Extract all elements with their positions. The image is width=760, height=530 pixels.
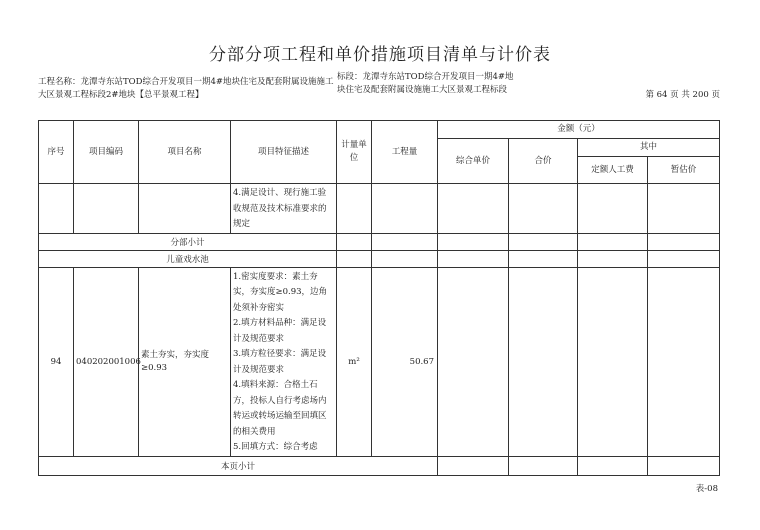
table-row [39, 233, 720, 250]
table-row [39, 456, 720, 475]
col-labor: 定额人工费 [578, 157, 648, 184]
col-provisional: 暂估价 [648, 157, 720, 184]
project-name-label: 工程名称： [38, 77, 81, 87]
table-row [39, 267, 720, 456]
table-code: 表-08 [695, 484, 718, 494]
project-name [38, 76, 334, 102]
item-name: 素土夯实，夯实度≥0.93 [139, 267, 231, 456]
header-row-1 [39, 121, 720, 139]
item-qty: 50.67 [372, 267, 438, 456]
subtotal-label: 分部小计 [39, 233, 337, 250]
table-row [39, 184, 720, 234]
bill-table [38, 120, 720, 476]
col-code: 项目编码 [74, 121, 139, 184]
item-feature-desc: 1.密实度要求：素土夯实，夯实度≥0.93，边角处须补夯密实 2.填方材料品种：满足设计及规范要求 3.填方粒径要求：满足设计及规范要求 4.填料来源：合格土石方，投标人自行考虑场内转运或转场运输至回填区的相关费用 5.回填方式：综合考虑 [231, 267, 337, 456]
project-name-value: 龙潭寺东站TOD综合开发项目一期4#地块住宅及配套附属设施施工大区景观工程标段2#地块【总平景观工程】 [38, 77, 334, 100]
section-label: 标段： [337, 72, 363, 82]
section-info [337, 71, 519, 97]
col-amount: 金额（元） [438, 121, 720, 139]
col-qty: 工程量 [372, 121, 438, 184]
page-subtotal-label: 本页小计 [39, 456, 438, 475]
col-name: 项目名称 [139, 121, 231, 184]
col-unit-price: 综合单价 [438, 139, 509, 184]
item-unit: m² [337, 267, 372, 456]
col-feature: 项目特征描述 [231, 121, 337, 184]
page-info: 第 64 页 共 200 页 [645, 90, 720, 100]
col-unit: 计量单位 [337, 121, 372, 184]
col-total: 合价 [509, 139, 578, 184]
section-value: 龙潭寺东站TOD综合开发项目一期4#地块住宅及配套附属设施施工大区景观工程标段 [337, 72, 514, 95]
col-among: 其中 [578, 139, 720, 157]
item-code: 040202001006 [74, 267, 139, 456]
table-row [39, 250, 720, 267]
col-seq: 序号 [39, 121, 74, 184]
page-title: 分部分项工程和单价措施项目清单与计价表 [209, 45, 551, 65]
feature-desc-continued: 4.满足设计、现行施工验收规范及技术标准要求的规定 [231, 184, 337, 234]
group-label: 儿童戏水池 [39, 250, 337, 267]
item-seq: 94 [39, 267, 74, 456]
